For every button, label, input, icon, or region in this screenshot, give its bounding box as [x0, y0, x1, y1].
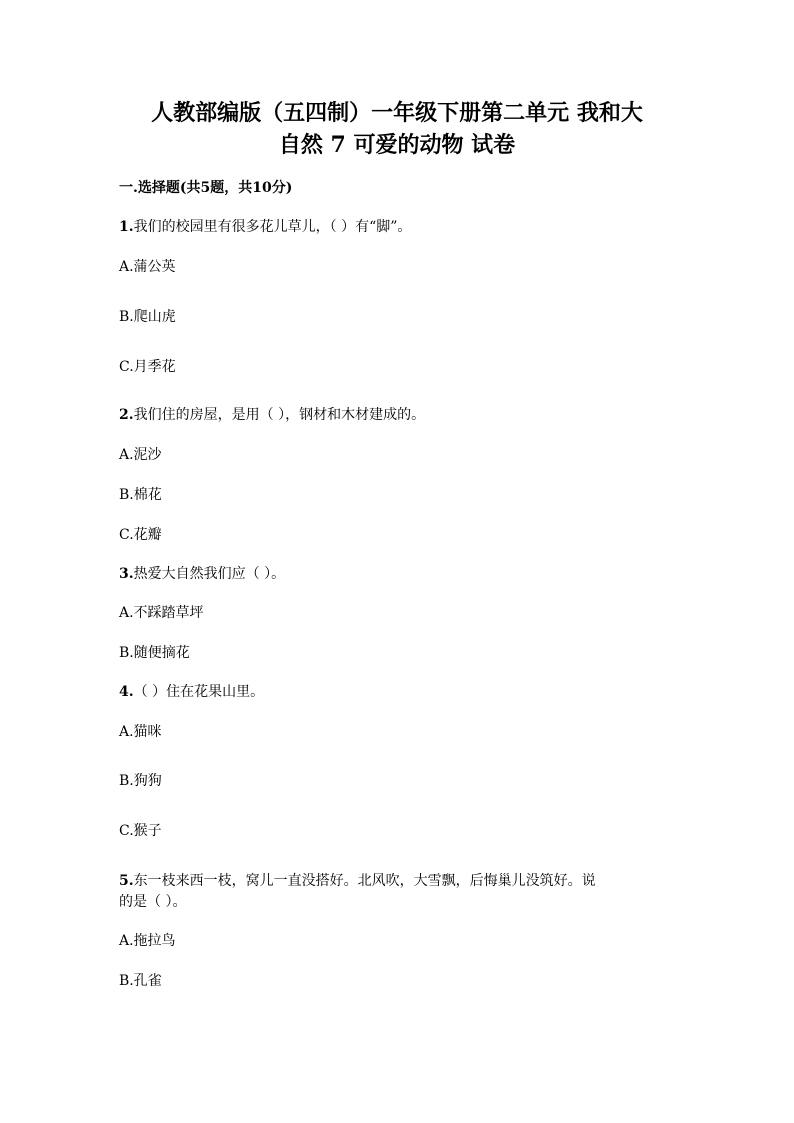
page-title-line-2: 自然 7 可爱的动物 试卷 — [278, 132, 516, 158]
question-1-option-b: B.爬山虎 — [119, 309, 176, 325]
question-2 — [119, 405, 425, 425]
question-1 — [119, 217, 411, 237]
question-number: 2. — [119, 407, 134, 423]
question-3 — [119, 564, 285, 584]
question-5-stem-continued: 的是（ ）。 — [119, 894, 187, 910]
question-4 — [119, 682, 264, 702]
question-number: 4. — [119, 684, 134, 700]
question-number: 1. — [119, 219, 134, 235]
question-stem: 我们的校园里有很多花儿草儿，（ ）有“脚”。 — [133, 219, 412, 235]
question-4-option-b: B.狗狗 — [119, 773, 162, 789]
question-5 — [119, 871, 596, 891]
page-title-line-1: 人教部编版（五四制）一年级下册第二单元 我和大 — [151, 100, 643, 126]
question-stem: （ ）住在花果山里。 — [133, 684, 265, 700]
question-4-option-a: A.猫咪 — [119, 724, 162, 740]
question-1-option-a: A.蒲公英 — [119, 259, 176, 275]
question-1-option-c: C.月季花 — [119, 359, 176, 375]
question-2-option-a: A.泥沙 — [119, 447, 162, 463]
question-stem: 东一枝来西一枝，窝儿一直没搭好。北风吹，大雪飘，后悔巢儿没筑好。说 — [133, 873, 596, 889]
question-stem: 热爱大自然我们应（ ）。 — [133, 566, 286, 582]
question-3-option-a: A.不踩踏草坪 — [119, 605, 204, 621]
question-3-option-b: B.随便摘花 — [119, 645, 190, 661]
question-number: 3. — [119, 566, 134, 582]
question-2-option-b: B.棉花 — [119, 487, 162, 503]
question-5-option-b: B.孔雀 — [119, 973, 162, 989]
question-stem: 我们住的房屋，是用（ ），钢材和木材建成的。 — [133, 407, 426, 423]
question-2-option-c: C.花瓣 — [119, 527, 162, 543]
question-4-option-c: C.猴子 — [119, 823, 162, 839]
question-5-option-a: A.拖拉鸟 — [119, 933, 176, 949]
section-heading: 一.选择题(共5题，共10分) — [119, 180, 293, 196]
question-number: 5. — [119, 873, 134, 889]
